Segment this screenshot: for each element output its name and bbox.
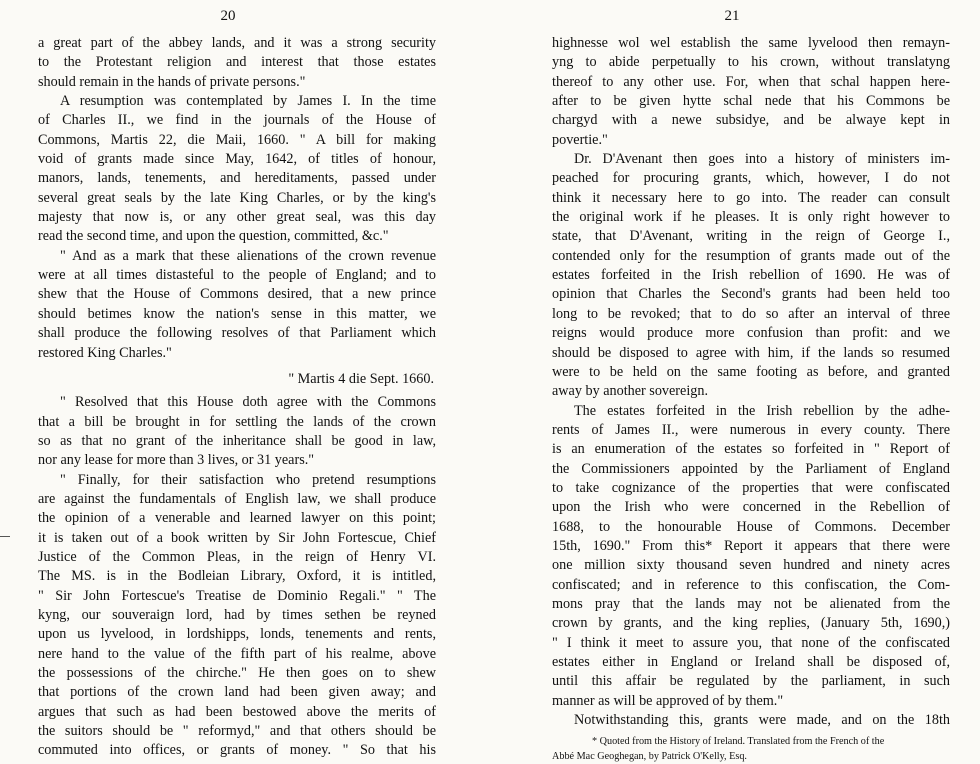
text-line: to take cognizance of the properties that were confiscated <box>552 479 950 496</box>
page-number: 20 <box>220 8 236 24</box>
text-line: should be disposed to agree with him, if the lands so resumed <box>552 344 950 361</box>
text-line: majesty that now is, or any other great seal, was this day <box>38 209 436 226</box>
text-line: " Resolved that this House doth agree with the Commons <box>60 394 436 411</box>
text-line: to the Protestant religion and interest that those estates <box>38 54 436 71</box>
text-line: one million sixty thousand seven hundred and ninety acres <box>552 557 950 574</box>
text-line: chargyd with a newe subsidye, and be alwaye kept in <box>552 112 950 129</box>
text-line: " Sir John Fortescue's Treatise de Dominio Regali." " The <box>38 587 436 604</box>
text-line: estates either in England or Ireland shall be disposed of, <box>552 654 950 670</box>
text-line: 1688, to the honourable House of Commons. December <box>552 518 950 535</box>
text-line: Commons, Martis 22, die Maii, 1660. " A bill for making <box>38 131 436 148</box>
text-line: kyng, our souveraign lord, had by times sethen be reyned <box>38 606 436 623</box>
text-line: crown by grants, and the king replies, (January 5th, 1690,) <box>552 615 950 632</box>
text-line: the possessions of the chirche." He then goes on to shew <box>38 665 436 681</box>
text-line: thereof to any other use. For, when that schal happen here- <box>552 73 950 90</box>
text-line: so as that no grant of the inheritance shall be good in law, <box>38 432 436 449</box>
text-line: peached for procuring grants, which, however, I do not <box>552 170 950 187</box>
text-line: The estates forfeited in the Irish rebellion by the adhe- <box>574 402 950 419</box>
text-line: A resumption was contemplated by James I. In the time <box>60 93 436 110</box>
text-line: shall produce the following resolves of that Parliament which <box>38 325 436 342</box>
text-line: nor any lease for more than 3 lives, or 31 years." <box>38 452 315 469</box>
text-line: 15th, 1690." From this* Report it appears that there were <box>552 537 950 554</box>
text-line: " And as a mark that these alienations of the crown revenue <box>60 247 436 264</box>
text-line: rents of James II., were numerous in every county. There <box>552 421 950 438</box>
text-line: mons pray that the lands may not be alienated from the <box>552 595 950 612</box>
text-line: Justice of the Common Pleas, in the reign of Henry VI. <box>38 548 436 565</box>
text-line: are against the fundamentals of English law, we shall produce <box>38 490 436 507</box>
text-line: upon the Irish who were concerned in the Rebellion of <box>552 499 950 516</box>
text-line: manner as will be approved of by them." <box>552 692 784 709</box>
text-line: " I think it meet to assure you, that none of the confiscated <box>552 634 950 651</box>
text-line: Dr. D'Avenant then goes into a history of ministers im- <box>574 151 950 168</box>
text-line: restored King Charles." <box>38 344 172 361</box>
text-line: think it necessary here to go into. The reader can consult <box>552 189 950 206</box>
text-line: until this affair be regulated by the parliament, in such <box>552 673 950 690</box>
text-line: several great seals by the late King Charles, or by the king's <box>38 189 436 206</box>
margin-mark <box>0 536 10 537</box>
text-line: povertie." <box>552 131 608 148</box>
footnote-line: * Quoted from the History of Ireland. Translated from the French of the <box>592 736 885 748</box>
text-line: argues that such as had been bestowed above the merits of <box>38 703 436 720</box>
text-line: yng to abide perpetually to his crown, without translatyng <box>552 54 950 71</box>
text-line: Notwithstanding this, grants were made, and on the 18th <box>574 712 950 729</box>
text-line: highnesse wol wel establish the same lyvelood then remayn- <box>552 35 950 51</box>
text-line: that portions of the crown land had been given away; and <box>38 684 436 701</box>
text-line: long to be revoked; that to do so after an interval of three <box>552 305 950 322</box>
text-line: should remain in the hands of private persons." <box>38 73 306 90</box>
text-line: " Finally, for their satisfaction who pretend resumptions <box>60 471 436 488</box>
text-line: after to be given hytte schal nede that his Commons be <box>552 93 950 110</box>
right-text-column <box>552 34 950 764</box>
text-line: shew that the House of Commons desired, that a new prince <box>38 286 436 303</box>
text-line: the original work if he pleases. It is only right however to <box>552 209 950 226</box>
text-line: void of grants made since May, 1642, of titles of honour, <box>38 151 436 168</box>
text-line: The MS. is in the Bodleian Library, Oxford, it is intitled, <box>38 568 436 585</box>
text-line: should betimes know the nation's sense in this matter, we <box>38 305 436 322</box>
text-line: of Charles II., we find in the journals of the House of <box>38 112 436 129</box>
text-line: is an enumeration of the estates so forfeited in " Report of <box>552 441 950 458</box>
text-line: upon us lyvelood, in lordshipps, londs, tenements and rents, <box>38 626 436 643</box>
text-line: manors, lands, tenements, and hereditaments, passed under <box>38 170 436 187</box>
page-number: 21 <box>724 8 740 24</box>
left-page <box>0 0 490 759</box>
text-line: the Commissioners appointed by the Parliament of England <box>552 460 950 477</box>
text-line: read the second time, and upon the question, committed, &c." <box>38 228 389 245</box>
text-line: reigns would produce more confusion than profit: and we <box>552 325 950 342</box>
text-line: opinion that Charles the Second's grants had been held too <box>552 286 950 303</box>
footnote-line: Abbé Mac Geoghegan, by Patrick O'Kelly, Esq. <box>552 751 747 763</box>
text-line: the suitors should be " reformyd," and that others should be <box>38 723 436 740</box>
text-line: it is taken out of a book written by Sir John Fortescue, Chief <box>38 529 436 546</box>
text-line: state, that D'Avenant, writing in the reign of George I., <box>552 228 950 245</box>
text-line: confiscated; and in reference to this confiscation, the Com- <box>552 576 950 593</box>
text-line: a great part of the abbey lands, and it was a strong security <box>38 35 436 51</box>
text-line: were to be held on the same footing as before, and granted <box>552 363 950 380</box>
text-line: were at all times distasteful to the people of England; and to <box>38 267 436 284</box>
text-line: estates forfeited in the Irish rebellion of 1690. He was of <box>552 267 950 284</box>
right-page <box>490 0 980 763</box>
text-line: the opinion of a venerable and learned lawyer on this point; <box>38 510 436 527</box>
dateline: " Martis 4 die Sept. 1660. <box>288 370 434 387</box>
left-text-column <box>38 34 436 761</box>
text-line: away by another sovereign. <box>552 383 709 400</box>
text-line: nere hand to the value of the fifth part of his realme, above <box>38 645 436 662</box>
text-line: contended only for the resumption of grants made out of the <box>552 247 950 264</box>
text-line: commuted into offices, or grants of money. " So that his <box>38 742 436 759</box>
text-line: that a bill be brought in for settling the lands of the crown <box>38 413 436 430</box>
